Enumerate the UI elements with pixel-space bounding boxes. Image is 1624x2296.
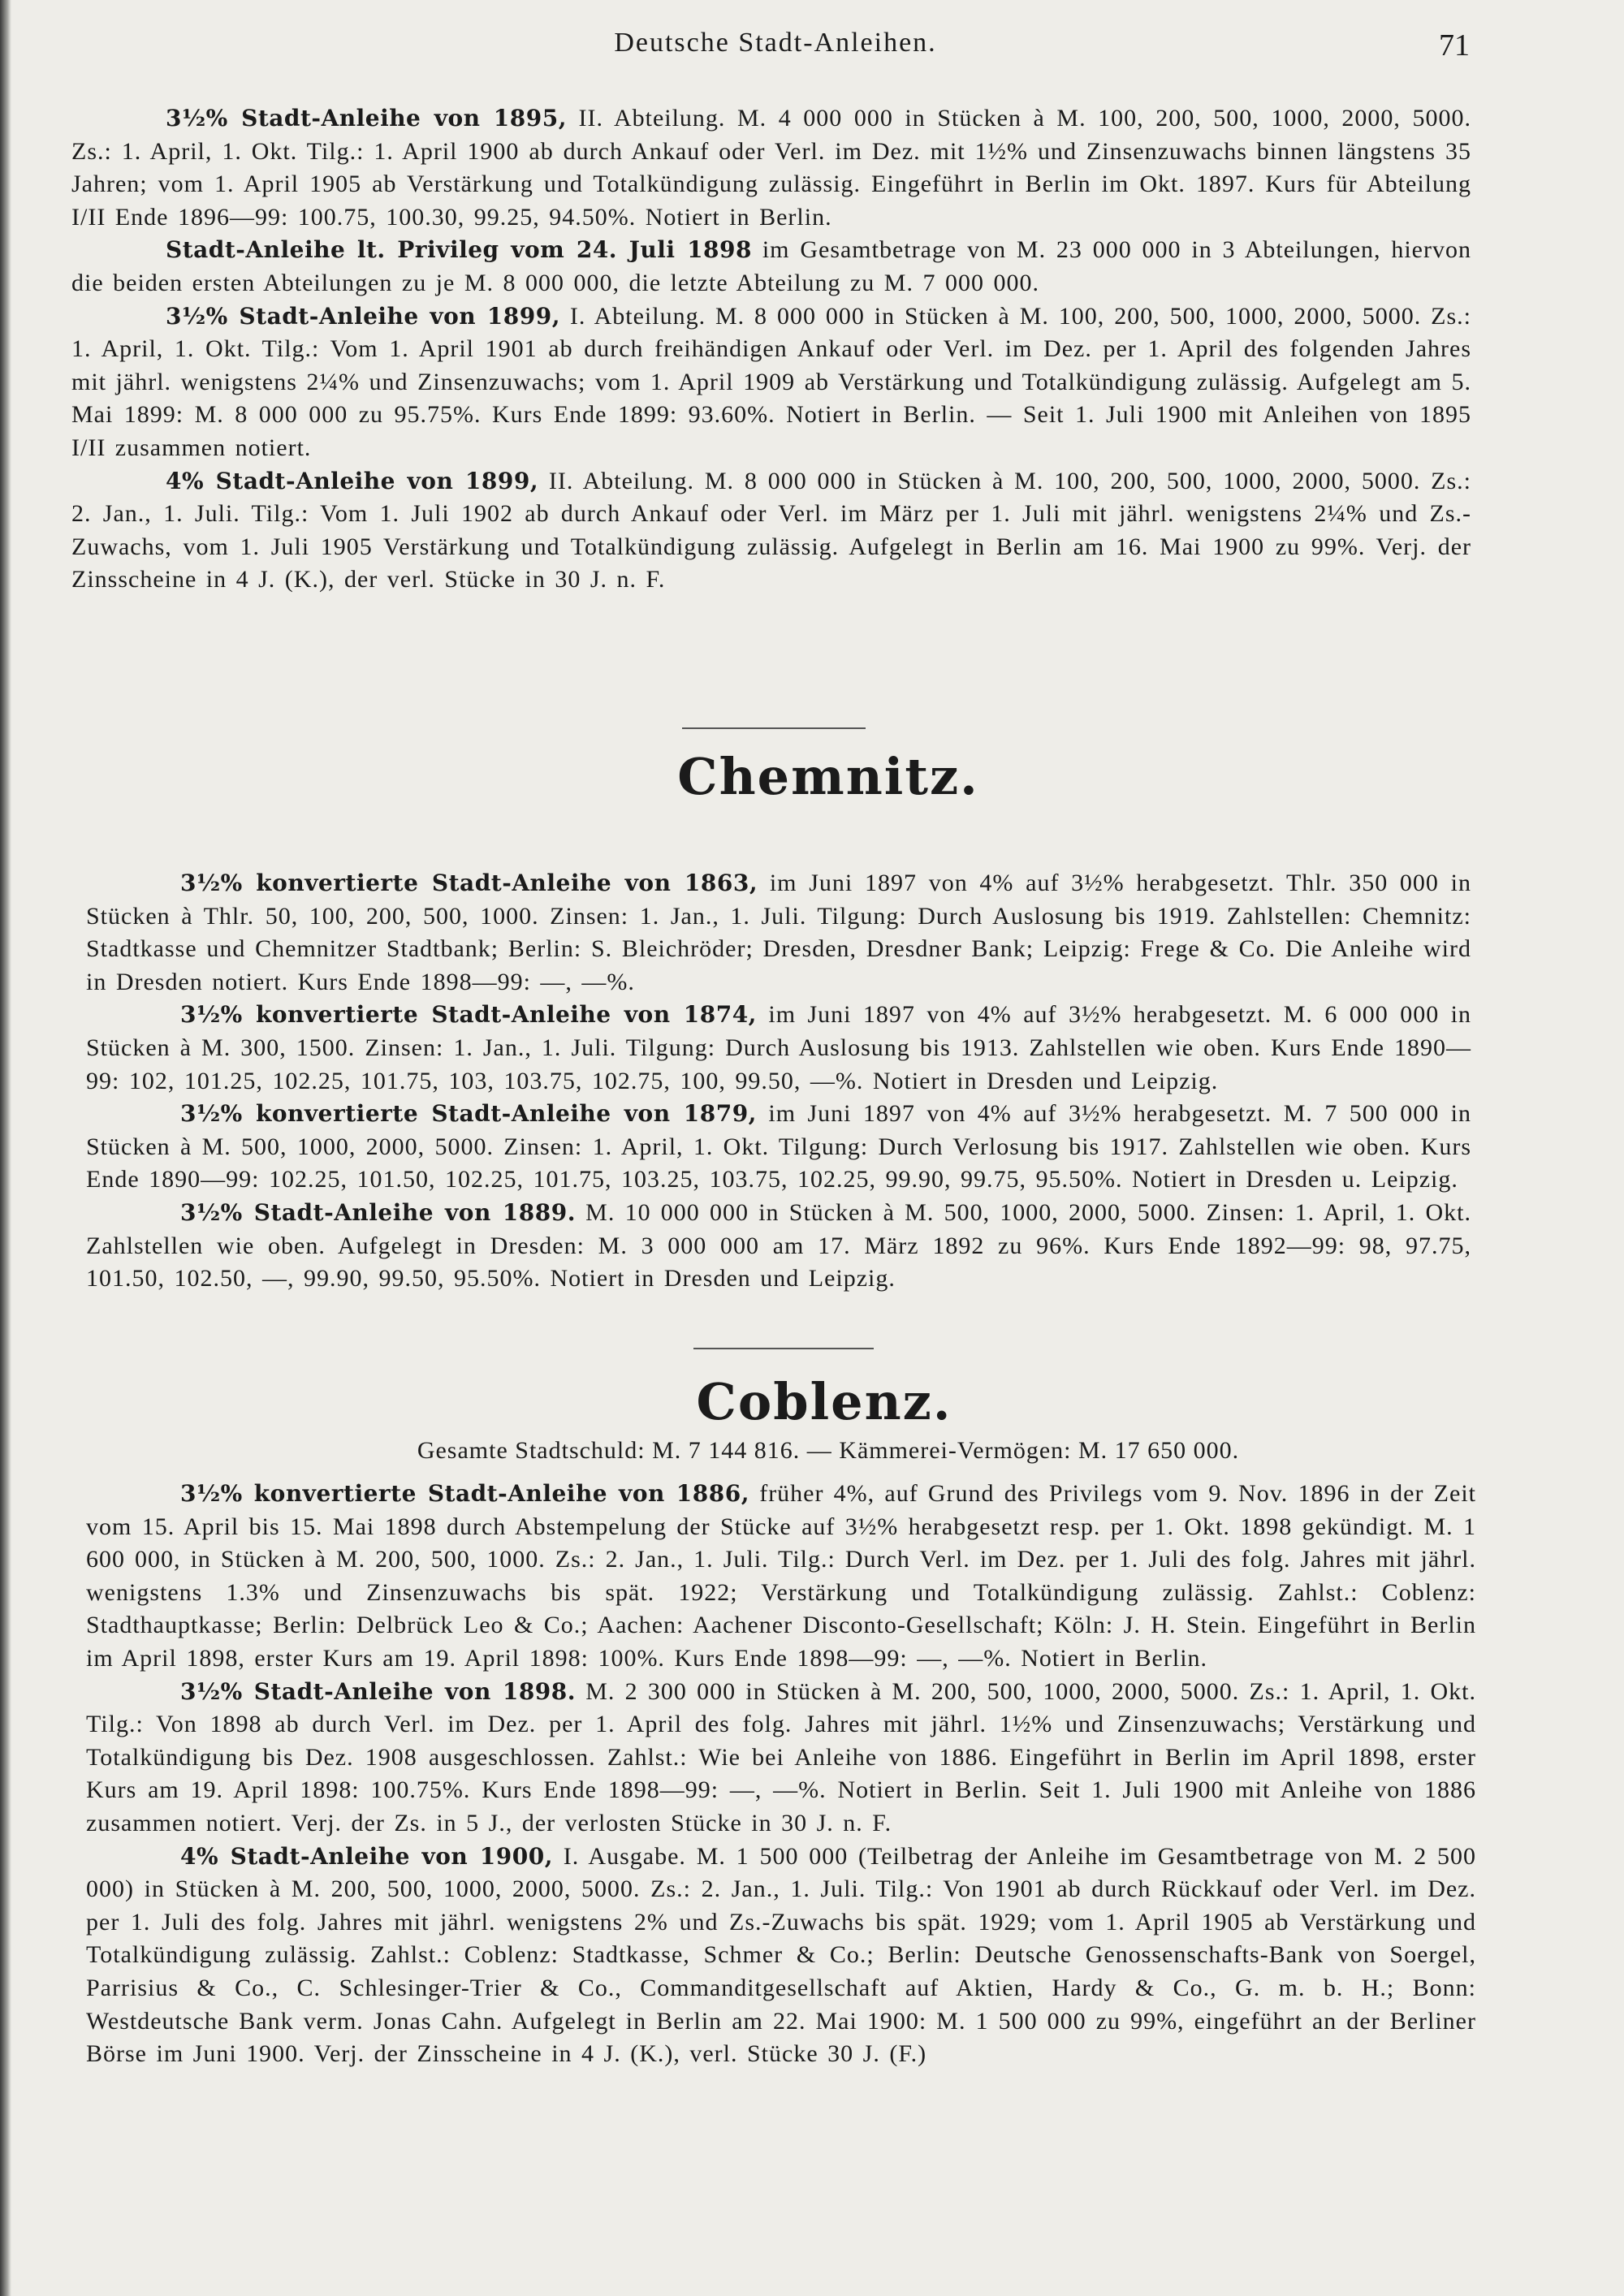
- section-divider: [693, 1348, 874, 1349]
- loan-title: 3½% Stadt-Anleihe von 1889.: [180, 1198, 576, 1226]
- loan-title: 4% Stadt-Anleihe von 1899,: [166, 467, 539, 494]
- loan-text: M. 2 300 000 in Stücken à M. 200, 500, 1000, 2000, 5000. Zs.: 1. April, 1. Okt. Tilg.: Von 1898 ab durch Verl. im Dez. per 1. April des folg. Jahres mit jährl. 1½% und Zinsenzuwachs; Verstärkung und Totalkündigung bis Dez. 1908 ausgeschlossen. Zahlst.: Wie bei Anleihe von 1886. Eingeführt in Berlin im April 1898, erster Kurs am 19. April 1898: 100.75%. Kurs Ende 1898—99: —, —%. Notiert in Berlin. Seit 1. Juli 1900 mit Anleihe von 1886 zusammen notiert. Verj. der Zs. in 5 J., der verlosten Stücke in 30 J. n. F.: [86, 1677, 1476, 1836]
- coblenz-debt-summary: Gesamte Stadtschuld: M. 7 144 816. — Kämmerei-Vermögen: M. 17 650 000.: [417, 1437, 1240, 1464]
- loan-title: 4% Stadt-Anleihe von 1900,: [180, 1842, 553, 1870]
- loan-entry: [86, 1098, 1471, 1197]
- loan-entry: [71, 465, 1471, 597]
- loan-entry: [71, 234, 1471, 300]
- loan-text: II. Abteilung. M. 4 000 000 in Stücken à M. 100, 200, 500, 1000, 2000, 5000. Zs.: 1. April, 1. Okt. Tilg.: 1. April 1900 ab durch Ankauf oder Verl. im Dez. mit 1½% und Zinsenzuwachs binnen längstens 35 Jahren; vom 1. April 1905 ab Verstärkung und Totalkündigung zulässig. Eingeführt in Berlin im Okt. 1897. Kurs für Abteilung I/II Ende 1896—99: 100.75, 100.30, 99.25, 94.50%. Notiert in Berlin.: [71, 105, 1471, 231]
- loan-entry: [86, 1841, 1476, 2071]
- loan-entry: [86, 999, 1471, 1098]
- loan-entry: [71, 102, 1471, 234]
- coblenz-section: [86, 1478, 1476, 2071]
- loan-text: im Juni 1897 von 4% auf 3½% herabgesetzt. M. 7 500 000 in Stücken à M. 500, 1000, 2000, 5000. Zinsen: 1. April, 1. Okt. Tilgung: Durch Verlosung bis 1917. Zahlstellen wie oben. Kurs Ende 1890—99: 102.25, 101.50, 102.25, 101.75, 103.25, 103.75, 102.25, 99.90, 99.75, 95.50%. Notiert in Dresden u. Leipzig.: [86, 1100, 1471, 1193]
- loan-text: früher 4%, auf Grund des Privilegs vom 9. Nov. 1896 in der Zeit vom 15. April bis 15. Mai 1898 durch Abstempelung der Stücke auf 3½% herabgesetzt resp. per 1. Okt. 1898 gekündigt. M. 1 600 000, in Stücken à M. 200, 500, 1000. Zs.: 2. Jan., 1. Juli. Tilg.: Durch Verl. im Dez. per 1. Juli des folg. Jahres mit jährl. wenigstens 1.3% und Zinsenzuwachs bis spät. 1922; Verstärkung und Totalkündigung zulässig. Zahlst.: Coblenz: Stadthauptkasse; Berlin: Delbrück Leo & Co.; Aachen: Aachener Disconto-Gesellschaft; Köln: J. H. Stein. Eingeführt in Berlin im April 1898, erster Kurs am 19. April 1898: 100%. Kurs Ende 1898—99: —, —%. Notiert in Berlin.: [86, 1480, 1476, 1672]
- loan-entry: [86, 1676, 1476, 1841]
- city-heading-chemnitz: Chemnitz.: [677, 747, 979, 806]
- loan-entry: [86, 1197, 1471, 1296]
- loan-entry: [86, 867, 1471, 999]
- loan-title: 3½% Stadt-Anleihe von 1898.: [180, 1677, 577, 1705]
- section-divider: [682, 727, 866, 729]
- loan-title: 3½% Stadt-Anleihe von 1895,: [166, 105, 567, 132]
- loan-entry: [86, 1478, 1476, 1676]
- loan-title: Stadt-Anleihe lt. Privileg vom 24. Juli 1898: [166, 236, 753, 264]
- loan-text: M. 10 000 000 in Stücken à M. 500, 1000, 2000, 5000. Zinsen: 1. April, 1. Okt. Zahlstellen wie oben. Aufgelegt in Dresden: M. 3 000 000 am 17. März 1892 zu 96%. Kurs Ende 1892—99: 98, 97.75, 101.50, 102.50, —, 99.90, 99.50, 95.50%. Notiert in Dresden und Leipzig.: [86, 1198, 1471, 1293]
- binding-edge-shadow: [0, 0, 11, 2296]
- loan-title: 3½% Stadt-Anleihe von 1899,: [166, 302, 560, 330]
- loan-title: 3½% konvertierte Stadt-Anleihe von 1874,: [180, 1001, 757, 1029]
- loan-text: I. Ausgabe. M. 1 500 000 (Teilbetrag der Anleihe im Gesamtbetrage von M. 2 500 000) in Stücken à M. 200, 500, 1000, 2000, 5000. Zs.: 2. Jan., 1. Juli. Tilg.: Von 1901 ab durch Rückkauf oder Verl. im Dez. per 1. Juli des folg. Jahres mit jährl. wenigstens 2% und Zs.-Zuwachs bis spät. 1929; vom 1. April 1905 ab Verstärkung und Totalkündigung zulässig. Zahlst.: Coblenz: Stadtkasse, Schmer & Co.; Berlin: Deutsche Genossenschafts-Bank von Soergel, Parrisius & Co., C. Schlesinger-Trier & Co., Commanditgesellschaft auf Aktien, Hardy & Co., G. m. b. H.; Bonn: Westdeutsche Bank verm. Jonas Cahn. Aufgelegt in Berlin am 22. Mai 1900: M. 1 500 000 zu 99%, eingeführt an der Berliner Börse im Juni 1900. Verj. der Zinsscheine in 4 J. (K.), verl. Stücke 30 J. (F.): [86, 1842, 1476, 2068]
- page-number: 71: [1439, 28, 1470, 63]
- city-heading-coblenz: Coblenz.: [696, 1372, 952, 1431]
- loan-text: I. Abteilung. M. 8 000 000 in Stücken à M. 100, 200, 500, 1000, 2000, 5000. Zs.: 1. April, 1. Okt. Tilg.: Vom 1. April 1901 ab durch freihändigen Ankauf oder Verl. im Dez. per 1. April des folgenden Jahres mit jährl. wenigstens 2¼% und Zinsenzuwachs; vom 1. April 1909 ab Verstärkung und Totalkündigung zulässig. Aufgelegt am 5. Mai 1899: M. 8 000 000 zu 95.75%. Kurs Ende 1899: 93.60%. Notiert in Berlin. — Seit 1. Juli 1900 mit Anleihen von 1895 I/II zusammen notiert.: [71, 302, 1471, 461]
- loan-entry: [71, 300, 1471, 465]
- loan-text: im Gesamtbetrage von M. 23 000 000 in 3 Abteilungen, hiervon die beiden ersten Abteilungen zu je M. 8 000 000, die letzte Abteilung zu M. 7 000 000.: [71, 236, 1471, 296]
- top-section: [71, 102, 1471, 597]
- loan-title: 3½% konvertierte Stadt-Anleihe von 1879,: [180, 1100, 757, 1128]
- page-header: [81, 28, 1470, 68]
- loan-text: im Juni 1897 von 4% auf 3½% herabgesetzt. Thlr. 350 000 in Stücken à Thlr. 50, 100, 200, 500, 1000. Zinsen: 1. Jan., 1. Juli. Tilgung: Durch Auslosung bis 1919. Zahlstellen: Chemnitz: Stadtkasse und Chemnitzer Stadtbank; Berlin: S. Bleichröder; Dresden, Dresdner Bank; Leipzig: Frege & Co. Die Anleihe wird in Dresden notiert. Kurs Ende 1898—99: —, —%.: [86, 870, 1471, 995]
- loan-title: 3½% konvertierte Stadt-Anleihe von 1863,: [180, 870, 758, 896]
- loan-title: 3½% konvertierte Stadt-Anleihe von 1886,: [180, 1480, 749, 1507]
- loan-text: II. Abteilung. M. 8 000 000 in Stücken à M. 100, 200, 500, 1000, 2000, 5000. Zs.: 2. Jan., 1. Juli. Tilg.: Vom 1. Juli 1902 ab durch Ankauf oder Verl. im März per 1. Juli mit jährl. wenigstens 2¼% und Zs.-Zuwachs, vom 1. Juli 1905 Verstärkung und Totalkündigung zulässig. Aufgelegt in Berlin am 16. Mai 1900 zu 99%. Verj. der Zinsscheine in 4 J. (K.), der verl. Stücke in 30 J. n. F.: [71, 467, 1471, 593]
- running-title: Deutsche Stadt-Anleihen.: [614, 28, 937, 58]
- loan-text: im Juni 1897 von 4% auf 3½% herabgesetzt. M. 6 000 000 in Stücken à M. 300, 1500. Zinsen: 1. Jan., 1. Juli. Tilgung: Durch Auslosung bis 1913. Zahlstellen wie oben. Kurs Ende 1890—99: 102, 101.25, 102.25, 101.75, 103, 103.75, 102.75, 100, 99.50, —%. Notiert in Dresden und Leipzig.: [86, 1001, 1471, 1094]
- chemnitz-section: [86, 867, 1471, 1296]
